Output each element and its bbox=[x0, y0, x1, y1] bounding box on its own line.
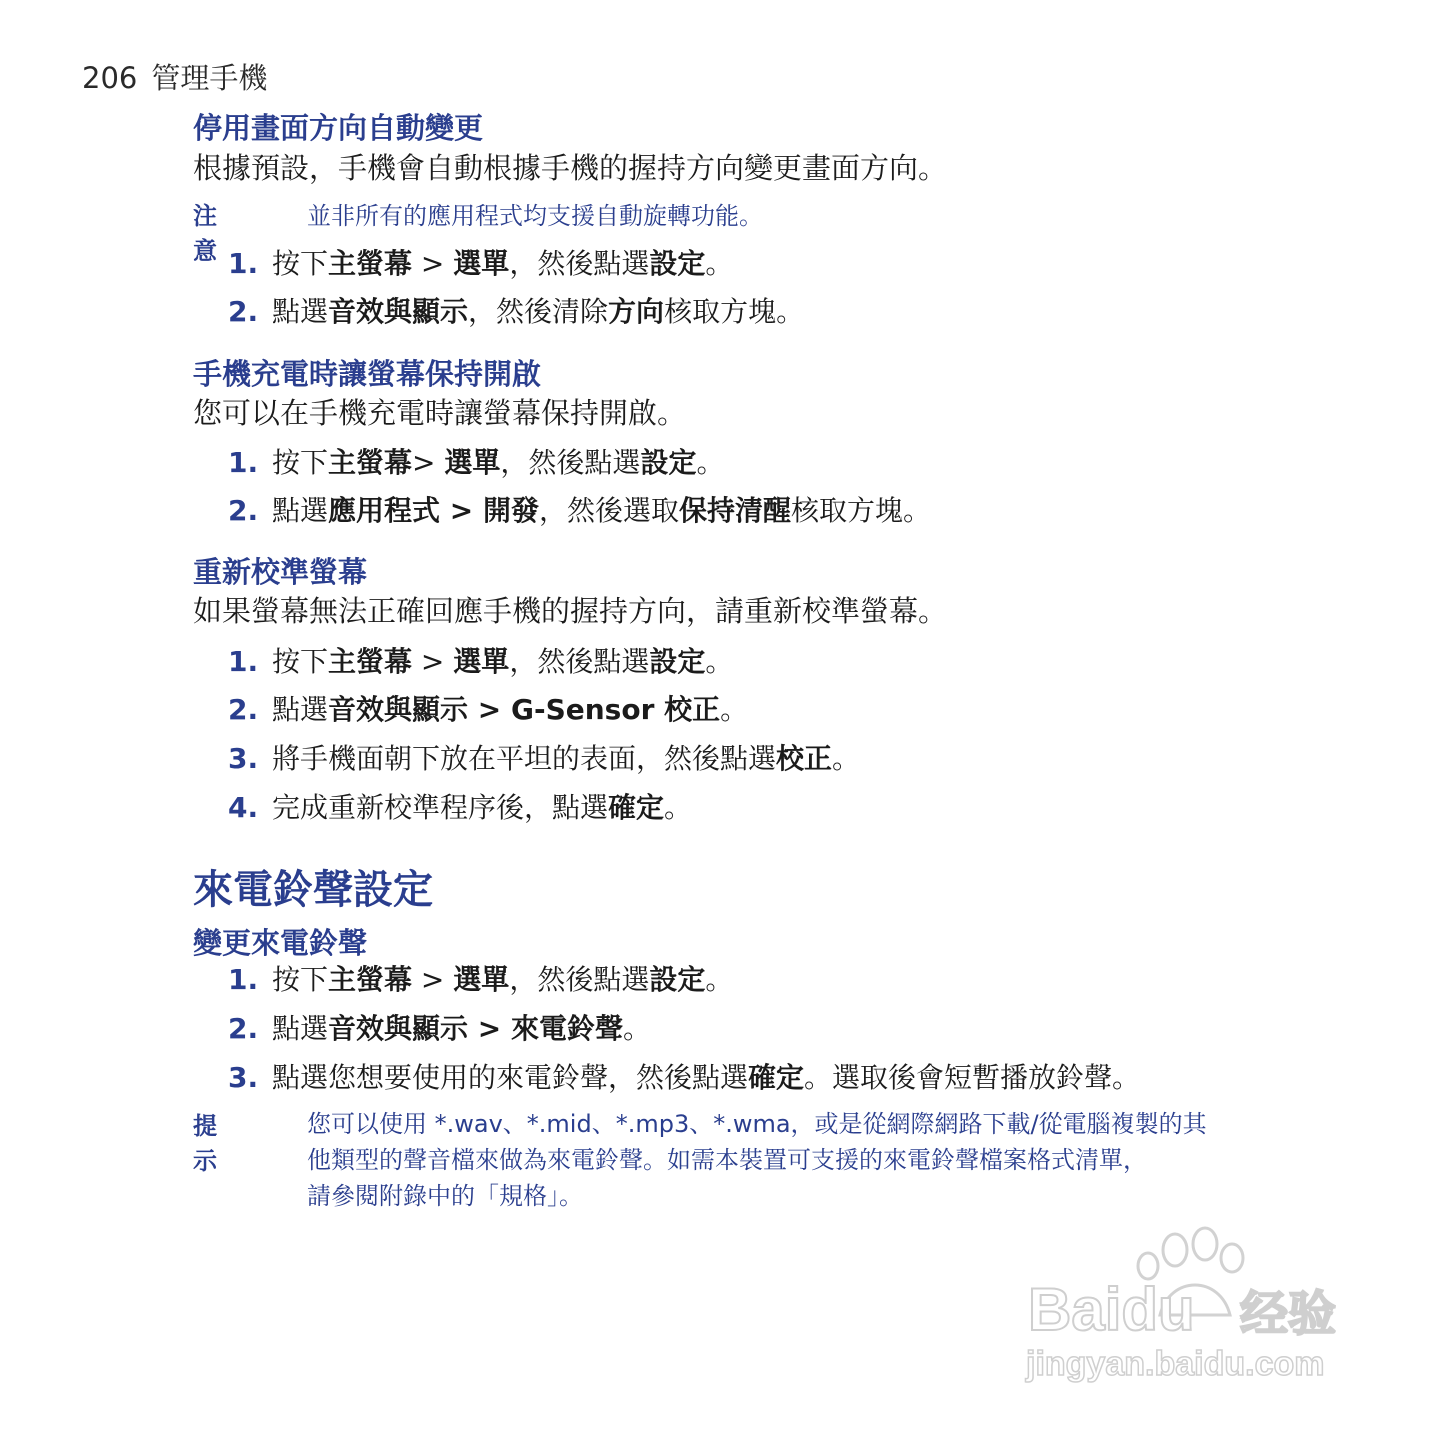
step-item: 1. 按下主螢幕 > 選單，然後點選設定。 bbox=[228, 645, 734, 678]
note-text: 並非所有的應用程式均支援自動旋轉功能。 bbox=[307, 202, 763, 230]
tip-text: 您可以使用 *.wav、*.mid、*.mp3、*.wma，或是從網際網路下載/從電腦複製的其 他類型的聲音檔來做為來電鈴聲。如需本裝置可支援的來電鈴聲檔案格式清單， 請參閱附錄中的「規格」。 bbox=[307, 1110, 1207, 1210]
step-item: 1. 按下主螢幕> 選單，然後點選設定。 bbox=[228, 446, 725, 479]
section-intro-screen-on: 您可以在手機充電時讓螢幕保持開啟。 bbox=[193, 396, 687, 430]
section-heading-screen-on: 手機充電時讓螢幕保持開啟 bbox=[193, 357, 542, 391]
svg-text:经验: 经验 bbox=[1240, 1286, 1337, 1342]
tip-label: 提示 bbox=[193, 1112, 217, 1175]
page-header bbox=[82, 56, 267, 97]
section-intro-recalibrate: 如果螢幕無法正確回應手機的握持方向，請重新校準螢幕。 bbox=[193, 594, 948, 628]
section-heading-ringtone: 變更來電鈴聲 bbox=[193, 926, 368, 960]
section-heading-recalibrate: 重新校準螢幕 bbox=[193, 555, 368, 589]
step-item: 2. 點選音效與顯示 > G-Sensor 校正。 bbox=[228, 693, 749, 726]
page-number: 206 bbox=[82, 61, 138, 95]
note-label: 注意 bbox=[193, 202, 217, 265]
step-item: 4. 完成重新校準程序後，點選確定。 bbox=[228, 791, 693, 824]
step-item: 2. 點選音效與顯示 > 來電鈴聲。 bbox=[228, 1012, 651, 1045]
svg-text:Baidu: Baidu bbox=[1028, 1276, 1195, 1343]
step-item: 2. 點選應用程式 > 開發，然後選取保持清醒核取方塊。 bbox=[228, 494, 932, 527]
section-intro-auto-rotate: 根據預設，手機會自動根據手機的握持方向變更畫面方向。 bbox=[193, 151, 948, 185]
svg-text:jingyan.baidu.com: jingyan.baidu.com bbox=[1026, 1345, 1325, 1383]
step-item: 1. 按下主螢幕 > 選單，然後點選設定。 bbox=[228, 963, 734, 996]
step-item: 2. 點選音效與顯示，然後清除方向核取方塊。 bbox=[228, 295, 805, 328]
chapter-heading-ringtone: 來電鈴聲設定 bbox=[193, 867, 433, 913]
baidu-jingyan-watermark bbox=[1020, 1220, 1360, 1390]
section-heading-auto-rotate: 停用畫面方向自動變更 bbox=[193, 111, 484, 145]
step-item: 3. 點選您想要使用的來電鈴聲，然後點選確定。選取後會短暫播放鈴聲。 bbox=[228, 1061, 1141, 1094]
step-item: 3. 將手機面朝下放在平坦的表面，然後點選校正。 bbox=[228, 742, 861, 775]
step-item: 1. 按下主螢幕 > 選單，然後點選設定。 bbox=[228, 247, 734, 280]
chapter-title: 管理手機 bbox=[151, 61, 268, 95]
